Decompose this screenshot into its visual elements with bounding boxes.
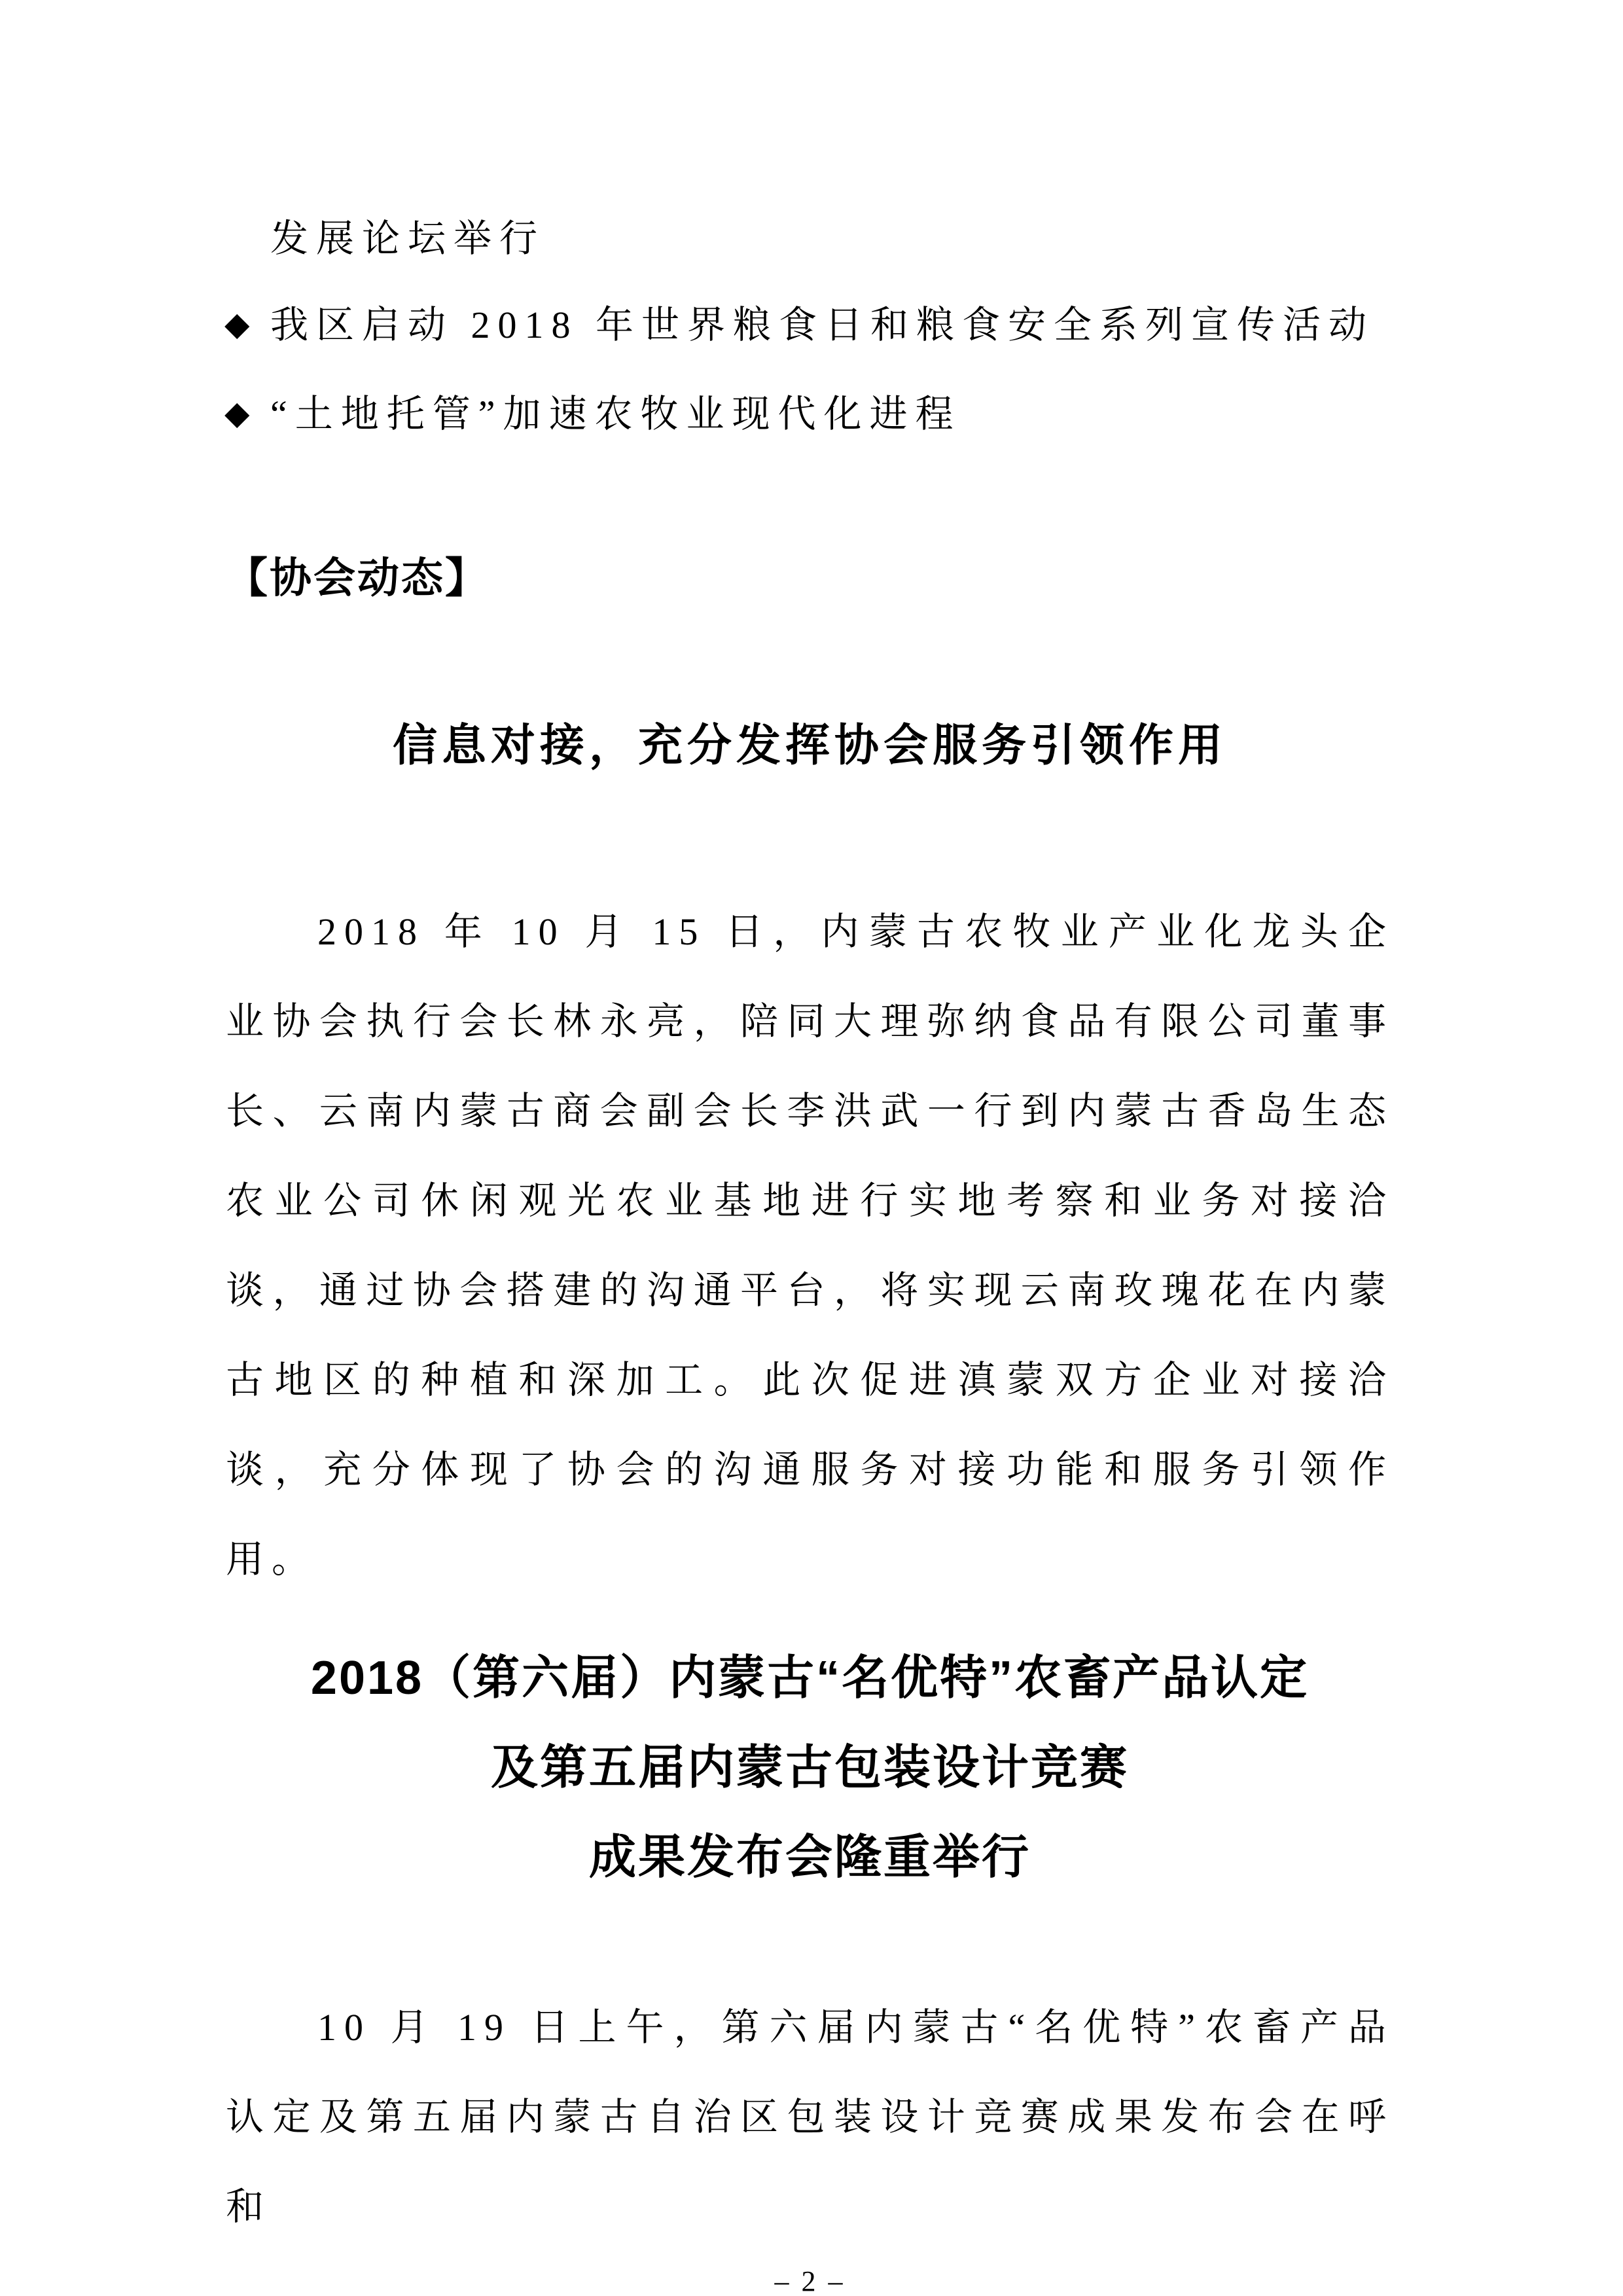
toc-item bbox=[226, 393, 1394, 435]
article2-title-line3: 成果发布会隆重举行 bbox=[588, 1831, 1031, 1884]
article-paragraph: 2018 年 10 月 15 日，内蒙古农牧业产业化龙头企业协会执行会长林永亮，陪同大理弥纳食品有限公司董事长、云南内蒙古商会副会长李洪武一行到内蒙古香岛生态农业公司休闲观光农业基地进行实地考察和业务对接洽谈，通过协会搭建的沟通平台，将实现云南玫瑰花在内蒙古地区的种植和深加工。此次促进滇蒙双方企业对接洽谈，充分体现了协会的沟通服务对接功能和服务引领作用。 bbox=[226, 910, 1394, 1581]
toc-continuation-line: 发展论坛举行 bbox=[270, 217, 546, 260]
section-label: 【协会动态】 bbox=[226, 554, 489, 601]
article-paragraph: 10 月 19 日上午，第六届内蒙古“名优特”农畜产品认定及第五届内蒙古自治区包装设计竞赛成果发布会在呼和 bbox=[226, 2006, 1394, 2228]
toc-item-text: “土地托管”加速农牧业现代化进程 bbox=[270, 393, 961, 435]
diamond-bullet-icon: ◆ bbox=[224, 305, 250, 343]
article-title: 信息对接，充分发挥协会服务引领作用 bbox=[392, 721, 1227, 770]
toc-item bbox=[226, 304, 1394, 346]
page-content bbox=[0, 218, 1623, 2296]
article-title-block bbox=[226, 1634, 1394, 1903]
article2-title-line1: 2018（第六届）内蒙古“名优特”农畜产品认定 bbox=[310, 1652, 1310, 1704]
page-number: – 2 – bbox=[774, 2265, 846, 2296]
toc-item-text: 我区启动 2018 年世界粮食日和粮食安全系列宣传活动 bbox=[270, 304, 1375, 346]
diamond-bullet-icon: ◆ bbox=[224, 394, 250, 432]
article2-title-line2: 及第五届内蒙古包装设计竞赛 bbox=[490, 1742, 1129, 1794]
